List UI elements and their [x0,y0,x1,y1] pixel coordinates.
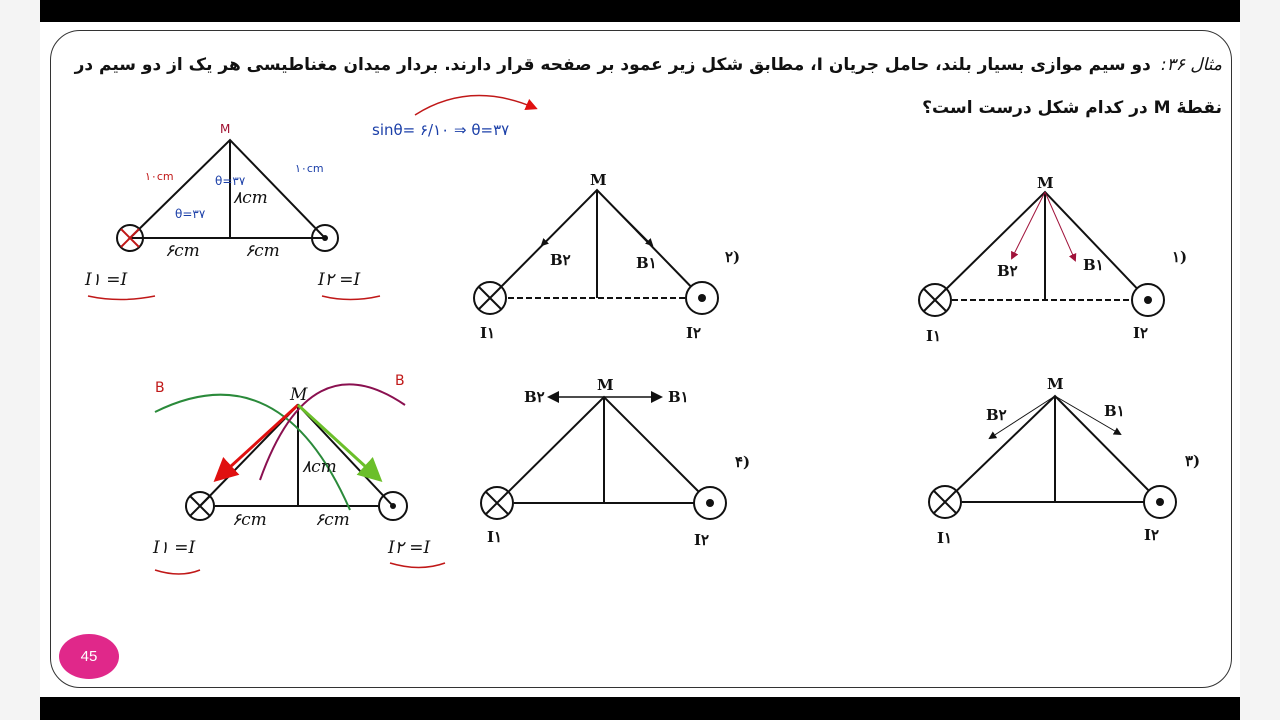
len-right: ۱۰cm [295,162,324,175]
question-line-2: نقطهٔ M در کدام شکل درست است؟ [922,98,1222,118]
i2-label: I۲ [1144,526,1160,544]
theta-2: θ=۳۷ [175,207,206,221]
b2-label: B۲ [524,388,545,406]
b1-label: B۱ [1083,256,1104,274]
i1-label: I۱ [937,529,953,547]
current-i1: I۱ =I [153,538,196,558]
b2-label: B۲ [550,251,571,269]
annotation-arrow [415,96,535,115]
point-m: M [1037,174,1054,192]
point-m: M [290,385,308,405]
base-left: ۶cm [232,510,267,530]
sketch-2 [152,373,445,574]
base-right: ۶cm [315,510,350,530]
b-left: B [155,380,165,396]
b-right: B [395,373,405,389]
i2-label: I۲ [1133,324,1149,342]
b1-label: B۱ [1104,402,1125,420]
i1-label: I۱ [480,324,496,342]
b2-label: B۲ [997,262,1018,280]
base-right: ۶cm [245,241,280,261]
point-m: M [597,376,614,394]
current-i2: I۲ =I [388,538,431,558]
option-3[interactable] [929,375,1200,547]
b2-label: B۲ [986,406,1007,424]
current-i2: I۲ =I [318,270,361,290]
b1-label: B۱ [668,388,689,406]
option-label: ۳) [1185,452,1201,470]
base-left: ۶cm [165,241,200,261]
i1-label: I۱ [487,528,503,546]
height-label: ۸cm [302,457,337,477]
b1-label: B۱ [636,254,657,272]
page-number-badge: 45 [59,634,119,679]
sketch-1 [84,122,380,300]
i2-label: I۲ [694,531,710,549]
point-m: M [220,122,231,136]
option-label: ۱) [1172,248,1188,266]
option-4[interactable] [481,376,750,549]
option-1[interactable] [919,174,1187,345]
height-label: ۸cm [233,188,268,208]
option-label: ۴) [735,453,751,471]
point-m: M [590,171,607,189]
option-2[interactable] [474,171,740,342]
theta-1: θ=۳۷ [215,174,246,188]
option-label: ۲) [725,248,741,266]
i2-label: I۲ [686,324,702,342]
example-label: مثال ۳۶: [1160,55,1222,75]
i1-label: I۱ [926,327,942,345]
current-i1: I۱ =I [85,270,128,290]
question-text-1: دو سیم موازی بسیار بلند، حامل جریان I، مطابق شکل زیر عمود بر صفحه قرار دارند. بردار میدان مغناطیسی هر یک از دو سیم در [74,55,1151,75]
point-m: M [1047,375,1064,393]
len-left: ۱۰cm [145,170,174,183]
annotation-formula: sinθ= ۶/۱۰ ⇒ θ=۳۷ [372,121,510,139]
